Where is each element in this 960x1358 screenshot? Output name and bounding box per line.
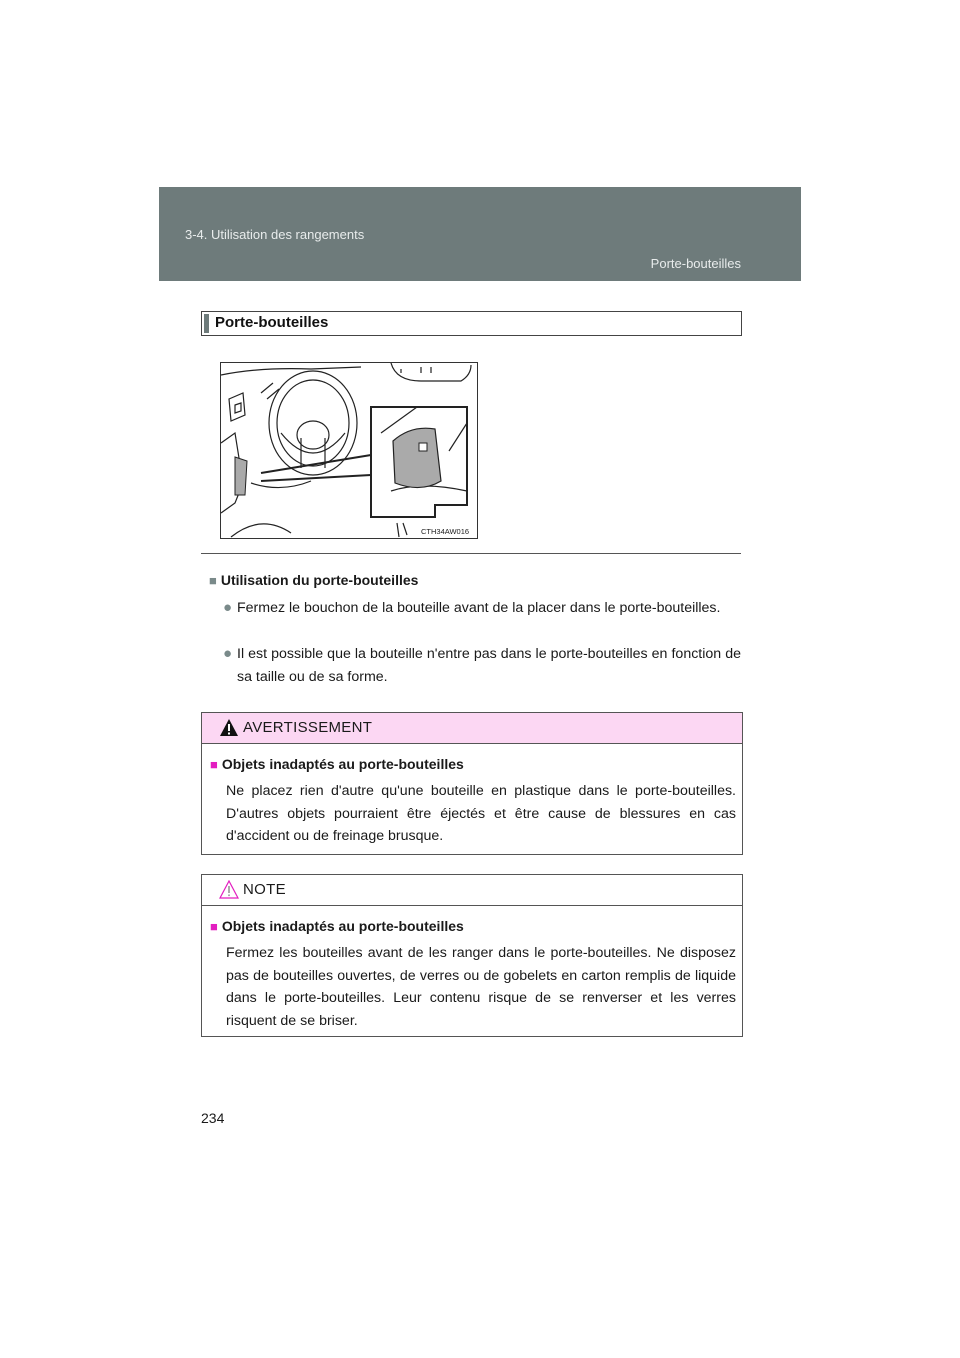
note-text: Fermez les bouteilles avant de les ranger dans le porte-bouteilles. Ne disposez pas de bouteilles ouvertes, de verres ou de gobelets en carton remplis de liquide dans le porte-bouteilles. Leur contenu risque de se renverser et les verres risquent de se briser. [226, 945, 736, 1029]
square-bullet-icon: ■ [210, 919, 218, 934]
usage-heading-text: Utilisation du porte-bouteilles [220, 572, 419, 588]
section-label: 3-4. Utilisation des rangements [185, 227, 365, 242]
note-box-header [202, 875, 742, 906]
usage-bullet [223, 597, 741, 620]
page-header [159, 187, 801, 281]
header-subtitle: Porte-bouteilles [650, 256, 741, 271]
square-bullet-icon: ■ [209, 573, 217, 588]
warning-heading [210, 756, 464, 772]
section-title-bar [201, 311, 742, 336]
usage-bullet [223, 643, 741, 688]
bottle-holder-illustration [220, 362, 478, 539]
usage-bullet-text: Il est possible que la bouteille n'entre pas dans le porte-bouteilles en fonction de sa taille ou de sa forme. [237, 646, 741, 685]
note-heading [210, 918, 464, 934]
dashboard-drawing [221, 363, 477, 538]
usage-heading [209, 572, 418, 588]
illustration-code: CTH34AW016 [421, 527, 470, 536]
square-bullet-icon: ■ [210, 757, 218, 772]
circle-bullet-icon: ● [223, 599, 233, 616]
circle-bullet-icon: ● [223, 645, 233, 662]
warning-box-header [202, 713, 742, 744]
caution-triangle-icon [219, 880, 239, 899]
divider [201, 553, 741, 554]
section-title: Porte-bouteilles [215, 314, 329, 331]
warning-label: AVERTISSEMENT [243, 719, 373, 736]
note-heading-text: Objets inadaptés au porte-bouteilles [221, 918, 464, 934]
note-label: NOTE [243, 881, 286, 898]
warning-triangle-icon [219, 718, 239, 737]
usage-bullet-text: Fermez le bouchon de la bouteille avant de la placer dans le porte-bouteilles. [237, 600, 721, 616]
warning-box [201, 712, 743, 855]
note-box [201, 874, 743, 1037]
title-accent [204, 314, 209, 333]
warning-heading-text: Objets inadaptés au porte-bouteilles [221, 756, 464, 772]
page-number: 234 [201, 1110, 225, 1126]
warning-text: Ne placez rien d'autre qu'une bouteille en plastique dans le porte-bouteilles. D'autres objets pourraient être éjectés et être cause de blessures en cas d'accident ou de freinage brusque. [226, 783, 736, 844]
